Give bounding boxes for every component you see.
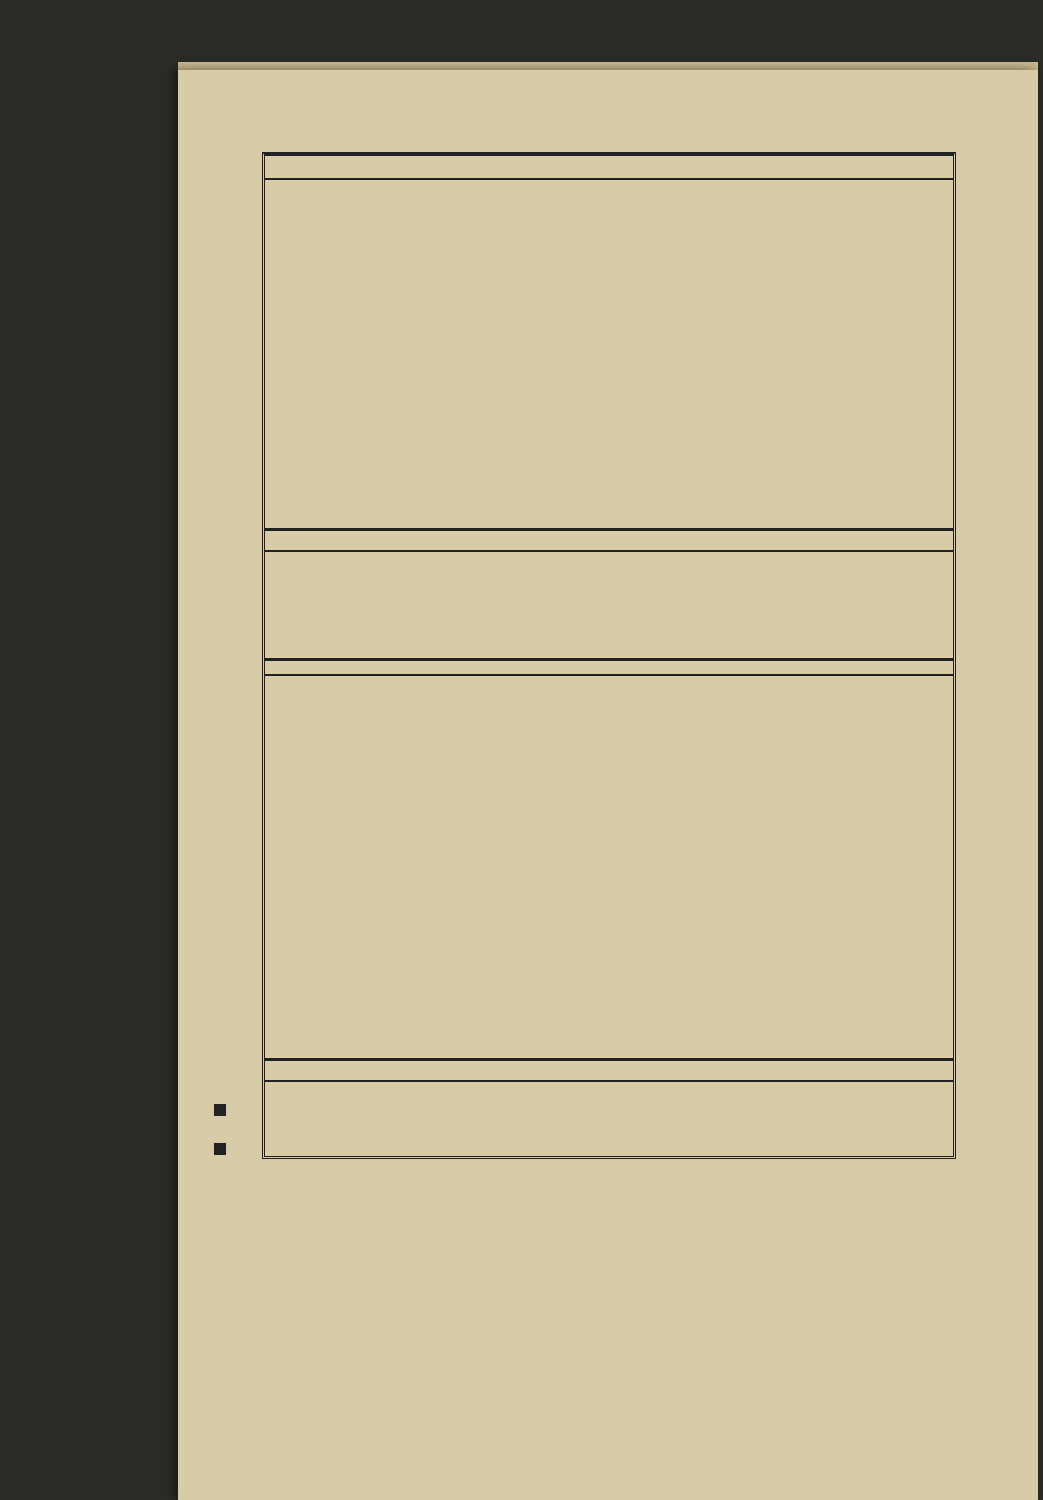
margin-note <box>206 445 230 1165</box>
section-header <box>265 658 953 676</box>
section-header <box>265 1058 953 1082</box>
page-header <box>264 130 944 150</box>
section-209 <box>265 658 953 1061</box>
timetable-page <box>178 70 1038 1500</box>
timetable-frame <box>262 152 956 1159</box>
hand-pointer-icon <box>214 1104 226 1116</box>
section-210 <box>265 1058 953 1154</box>
hand-pointer-icon <box>214 1143 226 1155</box>
section-208 <box>265 528 953 661</box>
section-header <box>265 156 953 180</box>
section-207 <box>265 156 953 531</box>
section-header <box>265 528 953 552</box>
